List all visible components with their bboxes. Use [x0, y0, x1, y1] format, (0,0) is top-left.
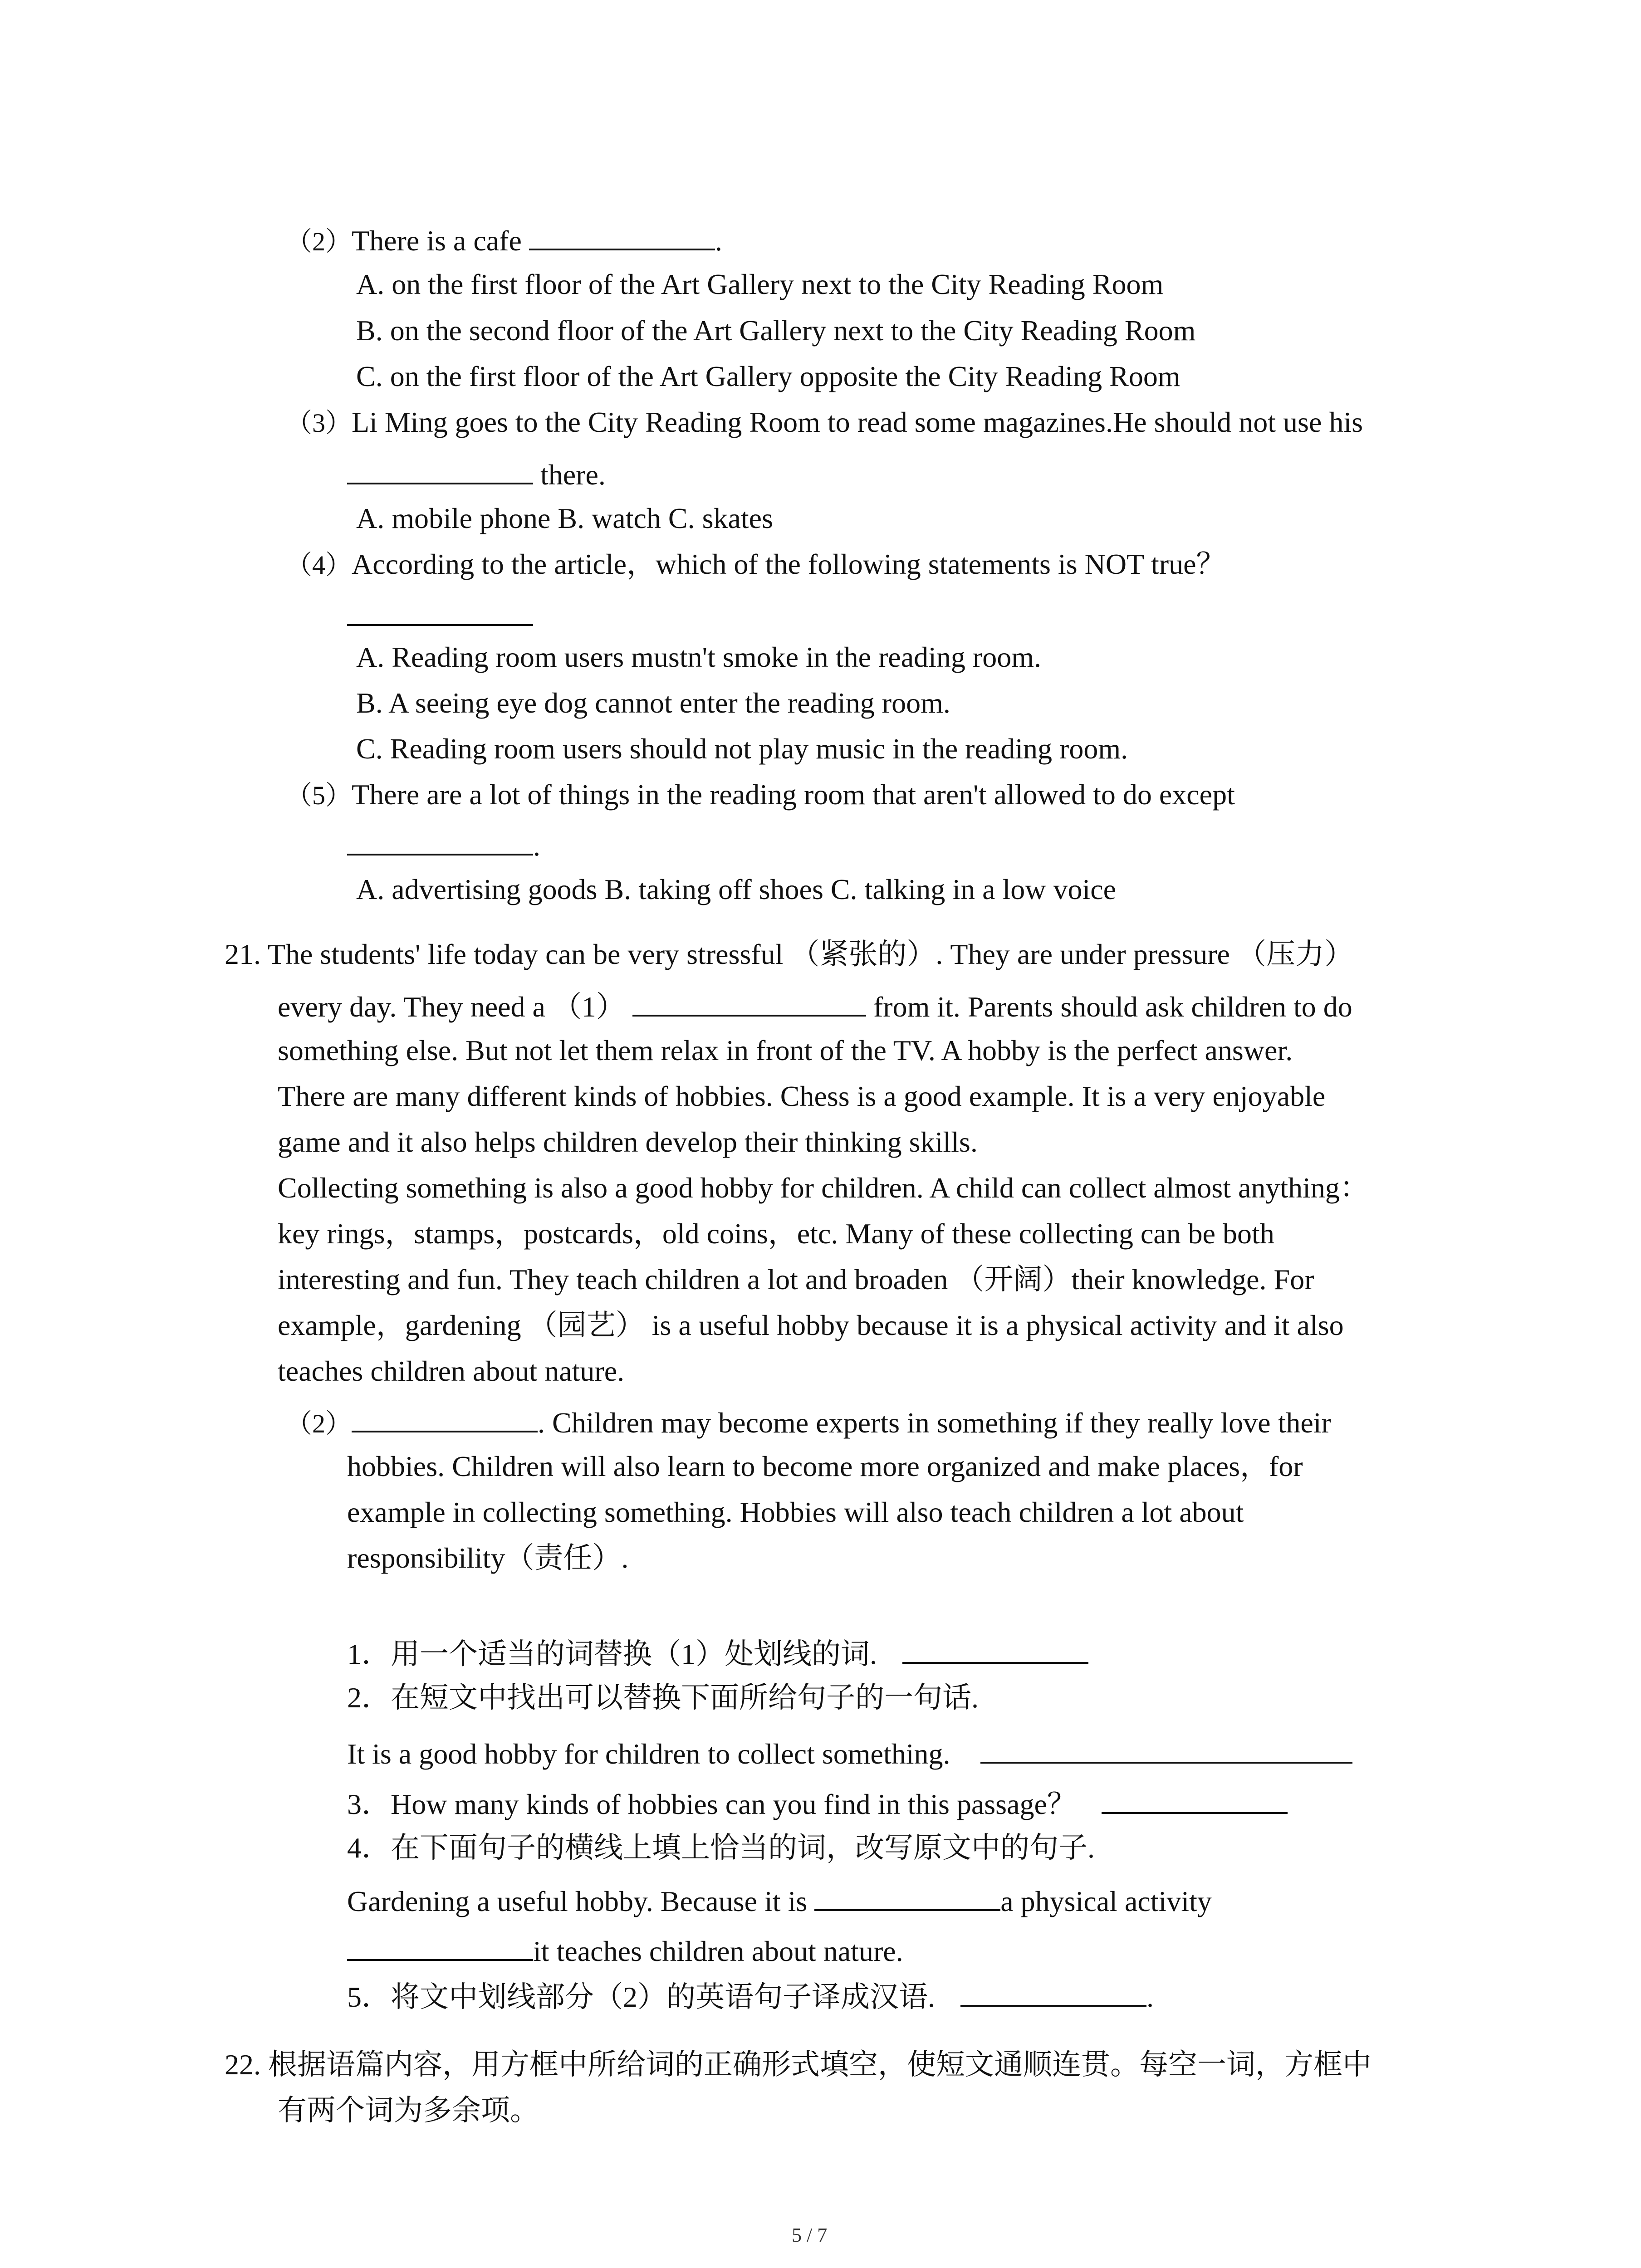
- answer-blank[interactable]: [960, 1980, 1146, 2007]
- q21-line-3: something else. But not let them relax in front of the TV. A hobby is the perfect answer.: [278, 1034, 1293, 1066]
- option-b: B. A seeing eye dog cannot enter the reading room.: [356, 687, 950, 719]
- q20-item-5: [286, 780, 1235, 809]
- answer-blank[interactable]: [347, 829, 533, 855]
- option-a: A. on the first floor of the Art Gallery next to the City Reading Room: [356, 268, 1164, 300]
- q21-line-8: interesting and fun. They teach children a lot and broaden （开阔）their knowledge. For: [278, 1263, 1314, 1295]
- question-number: 22.: [225, 2048, 261, 2081]
- task-2: 2．在短文中找出可以替换下面所给句子的一句话.: [347, 1681, 979, 1714]
- answer-blank-1[interactable]: [632, 990, 866, 1017]
- q21-line-4: There are many different kinds of hobbies. Chess is a good example. It is a very enjoyable: [278, 1080, 1326, 1112]
- answer-blank[interactable]: [347, 458, 533, 484]
- item-number: （2）: [286, 227, 352, 256]
- q21-line-5: game and it also helps children develop their thinking skills.: [278, 1126, 978, 1158]
- option-c: C. on the first floor of the Art Gallery opposite the City Reading Room: [356, 360, 1181, 392]
- q20-item-2: （2）There is a cafe .: [286, 225, 722, 257]
- answer-blank[interactable]: [347, 1935, 533, 1961]
- task-2-sentence: It is a good hobby for children to collect something.: [347, 1737, 1352, 1769]
- q21-line-9: example，gardening （园艺） is a useful hobby because it is a physical activity and it also: [278, 1309, 1344, 1341]
- q21-part-2-line-2: hobbies. Children will also learn to become more organized and make places，for: [347, 1450, 1303, 1482]
- answer-blank[interactable]: [1102, 1788, 1288, 1814]
- q20-item-4: [286, 550, 1225, 579]
- question-stem: There is a cafe: [352, 225, 529, 257]
- answer-blank[interactable]: [980, 1737, 1352, 1764]
- question-number: 21.: [225, 938, 261, 970]
- q21-line-10: teaches children about nature.: [278, 1355, 625, 1387]
- q21-part-2-line-1: （2） . Children may become experts in something if they really love their: [286, 1407, 1331, 1439]
- option-c: C. Reading room users should not play music in the reading room.: [356, 733, 1128, 765]
- question-stem: Li Ming goes to the City Reading Room to read some magazines.He should not use his: [352, 406, 1363, 438]
- task-5: 5．将文中划线部分（2）的英语句子译成汉语. .: [347, 1981, 1154, 2013]
- q21-part-2-line-4: responsibility（责任）.: [347, 1542, 629, 1574]
- q21-line-7: key rings，stamps，postcards，old coins，etc. Many of these collecting can be both: [278, 1217, 1274, 1250]
- task-1: 1．用一个适当的词替换（1）处划线的词.: [347, 1637, 1088, 1669]
- task-3: 3．How many kinds of hobbies can you find in this passage？: [347, 1788, 1288, 1819]
- answer-blank[interactable]: [814, 1885, 1000, 1911]
- q20-item-3: [286, 408, 1363, 437]
- worksheet-page: （2）There is a cafe . A. on the first floor of the Art Gallery next to the City Reading Room B. on the second floor of the Art Gallery next to the City Reading Room C. on the first floor of the Art Gallery opposite the City Reading Room （3）Li Ming goes to the City Reading Room to read some magazines.He should not use his there. A. mobile phone B. watch C. skates （4）According to the article，which of the following statements is NOT true？ A. Reading room users mustn't smoke in the reading room. B. A seeing eye dog cannot enter the reading room. C. Reading room users should not play music in the reading room. （5）There are a lot of things in the reading room that aren't allowed to do except . A. advertising goods B. taking off shoes C. talking in a low voice 21. The students' life today can be very stressful （紧张的）. They are under pressure （压力） every day. They need a （1） from it. Parents should ask children to do something else. But not let them relax in front of the TV. A hobby is the perfect answer. There are many different kinds of hobbies. Chess is a good example. It is a very enjoyable game and it also helps children develop their thinking skills. Collecting something is also a good hobby for children. A child can collect almost anything： key rings，stamps，postcards，old coins，etc. Many of these collecting can be both interesting and fun. They teach children a lot and broaden （开阔）their knowledge. For example，gardening （园艺） is a useful hobby because it is a physical activity and it also teaches children about nature. （2） . Children may become experts in something if they really love their hobbies. Children will also learn to become more organized and make places，for example in collecting something. Hobbies will also teach children a lot about responsibility（责任）. 1．用一个适当的词替换（1）处划线的词. 2．在短文中找出可以替换下面所给句子的一句话. It is a good hobby for children to collect something. 3．How many kinds of hobbies can you find in this passage？ 4．在下面句子的横线上填上恰当的词，改写原文中的句子. Gardening a useful hobby. Because it is a physical activity it teaches children about nature. 5．将文中划线部分（2）的英语句子译成汉语. . 22. 根据语篇内容，用方框中所给词的正确形式填空，使短文通顺连贯。每空一词，方框中 有两个词为多余项。 5 / 7: [225, 225, 1372, 2246]
- options-row: A. mobile phone B. watch C. skates: [356, 502, 773, 534]
- q21-part-2-line-3: example in collecting something. Hobbies will also teach children a lot about: [347, 1496, 1244, 1528]
- question-stem: There are a lot of things in the reading room that aren't allowed to do except: [352, 778, 1235, 811]
- part-number: （2）: [286, 1409, 352, 1438]
- q21-line-1: 21. The students' life today can be very stressful （紧张的）. They are under pressure （压力）: [225, 938, 1353, 970]
- answer-blank[interactable]: [902, 1637, 1088, 1664]
- option-a: A. Reading room users mustn't smoke in the reading room.: [356, 641, 1041, 673]
- item-number: （5）: [286, 781, 352, 810]
- item-number: （4）: [286, 550, 352, 580]
- answer-blank[interactable]: [347, 600, 533, 626]
- q21-line-2: every day. They need a （1） from it. Parents should ask children to do: [278, 991, 1352, 1023]
- question-stem: According to the article，which of the following statements is NOT true？: [352, 548, 1225, 580]
- answer-blank[interactable]: [529, 224, 715, 250]
- q20-item-3-line2: there.: [347, 458, 606, 489]
- page-number: 5 / 7: [792, 2224, 828, 2246]
- q22-line-1: 22. 根据语篇内容，用方框中所给词的正确形式填空，使短文通顺连贯。每空一词，方框中: [225, 2048, 1372, 2081]
- task-4-sentence: Gardening a useful hobby. Because it is a physical activity: [347, 1885, 1212, 1917]
- options-row: A. advertising goods B. taking off shoes C. talking in a low voice: [356, 873, 1117, 905]
- q21-line-6: Collecting something is also a good hobby for children. A child can collect almost anything：: [278, 1172, 1369, 1204]
- task-4: 4．在下面句子的横线上填上恰当的词，改写原文中的句子.: [347, 1832, 1095, 1864]
- q22-line-2: 有两个词为多余项。: [278, 2094, 539, 2126]
- task-4-sentence-2: it teaches children about nature.: [347, 1935, 903, 1966]
- item-number: （3）: [286, 408, 352, 438]
- answer-blank-2[interactable]: [352, 1406, 538, 1432]
- option-b: B. on the second floor of the Art Gallery next to the City Reading Room: [356, 314, 1196, 347]
